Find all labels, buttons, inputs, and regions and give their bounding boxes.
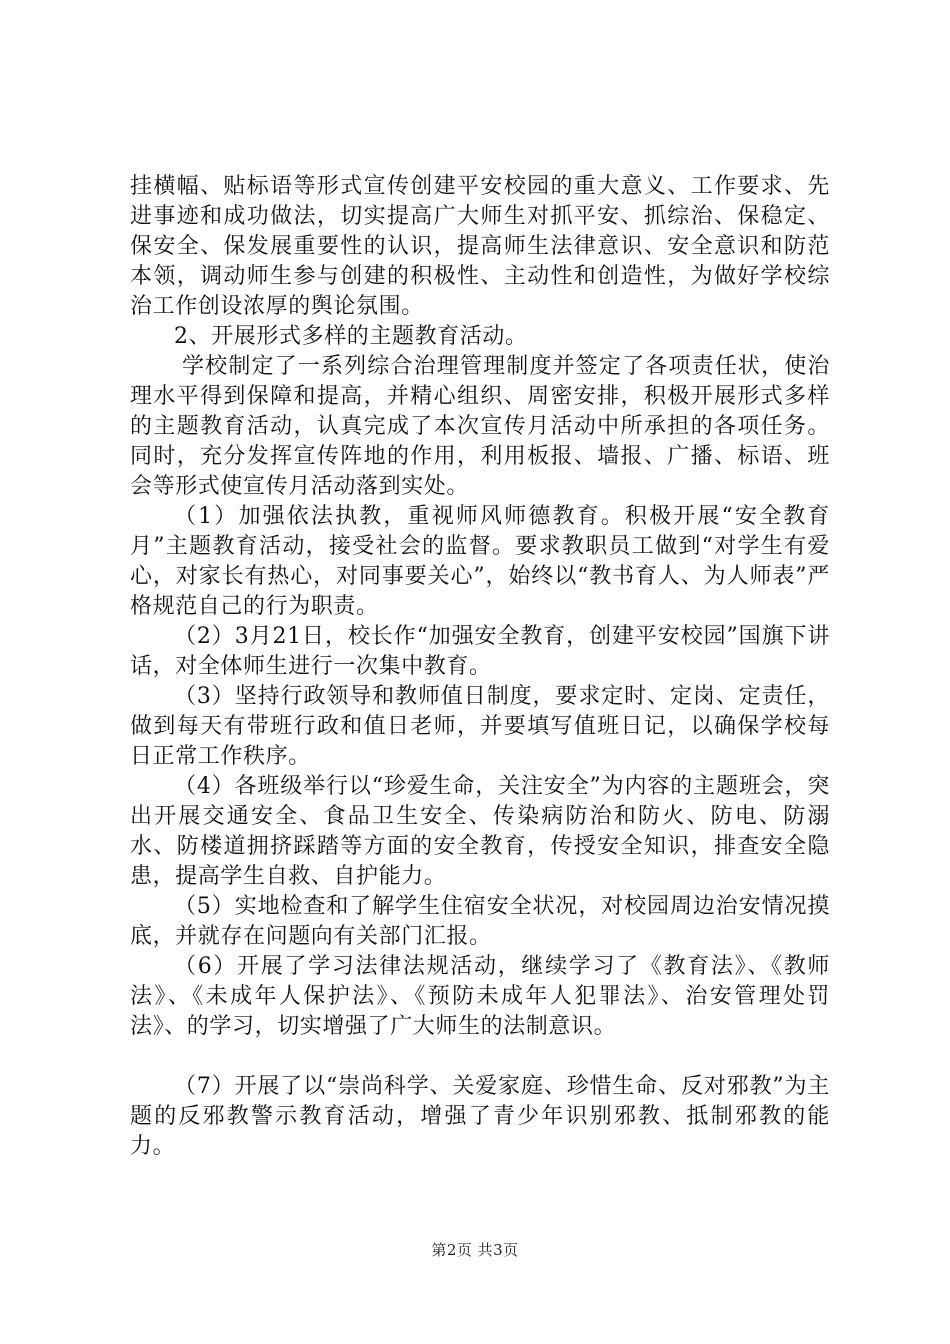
list-item-7: （7）开展了以“崇尚科学、关爱家庭、珍惜生命、反对邪教”为主题的反邪教警示教育活动，增强了青少年识别邪教、抵制邪教的能力。 [130,1074,830,1159]
blank-line [130,1042,830,1072]
list-item-1: （1）加强依法执教，重视师风师德教育。积极开展“安全教育月”主题教育活动，接受社会的监督。要求教职员工做到“对学生有爱心，对家长有热心，对同事要关心”，始终以“教书育人、为人师表”严格规范自己的行为职责。 [130,504,830,619]
list-item-2: （2）3月21日，校长作“加强安全教育，创建平安校园”国旗下讲话，对全体师生进行一次集中教育。 [130,624,830,679]
paragraph-intro: 学校制定了一系列综合治理管理制度并签定了各项责任状，使治理水平得到保障和提高，并精心组织、周密安排，积极开展形式多样的主题教育活动，认真完成了本次宣传月活动中所承担的各项任务。同时，充分发挥宣传阵地的作用，利用板报、墙报、广播、标语、班会等形式使宣传月活动落到实处。 [130,354,830,499]
paragraph-continuation: 挂横幅、贴标语等形式宣传创建平安校园的重大意义、工作要求、先进事迹和成功做法，切实提高广大师生对抓平安、抓综治、保稳定、保安全、保发展重要性的认识，提高师生法律意识、安全意识和防范本领，调动师生参与创建的积极性、主动性和创造性，为做好学校综治工作创设浓厚的舆论氛围。 [130,174,830,319]
list-item-4: （4）各班级举行以“珍爱生命，关注安全”为内容的主题班会，突出开展交通安全、食品卫生安全、传染病防治和防火、防电、防溺水、防楼道拥挤踩踏等方面的安全教育，传授安全知识，排查安全隐患，提高学生自救、自护能力。 [130,774,830,889]
list-item-6: （6）开展了学习法律法规活动，继续学习了《教育法》、《教师法》、《未成年人保护法》、《预防未成年人犯罪法》、治安管理处罚法》、的学习，切实增强了广大师生的法制意识。 [130,954,830,1039]
page-number: 第2页 共3页 [431,1241,519,1259]
section-heading: 2、开展形式多样的主题教育活动。 [174,324,528,349]
list-item-3: （3）坚持行政领导和教师值日制度，要求定时、定岗、定责任，做到每天有带班行政和值日老师，并要填写值班日记，以确保学校每日正常工作秩序。 [130,684,830,769]
list-item-5: （5）实地检查和了解学生住宿安全状况，对校园周边治安情况摸底，并就存在问题向有关部门汇报。 [130,894,830,949]
document-body [130,172,830,1162]
